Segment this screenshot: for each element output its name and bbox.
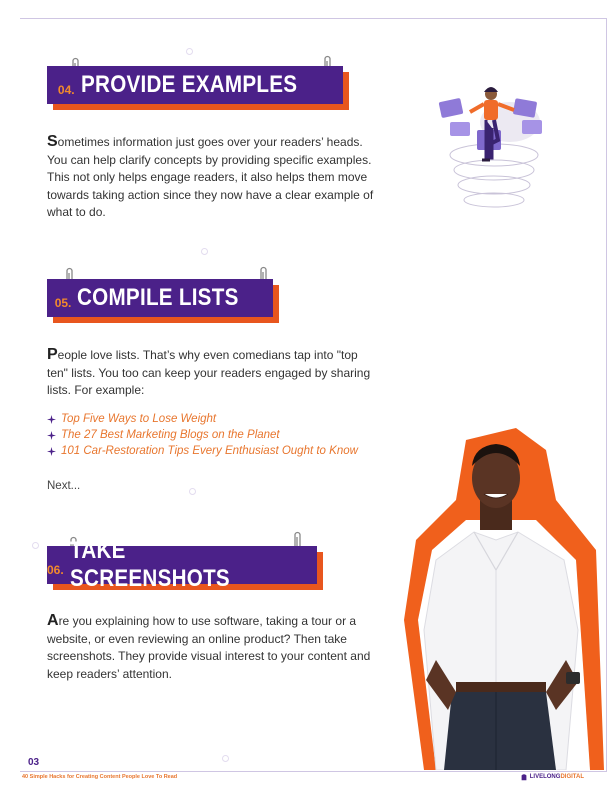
decor-dot: [186, 48, 193, 55]
body-line: keep readers’ attention.: [47, 666, 172, 681]
body-line: screenshots. They provide visual interest to your content and: [47, 649, 371, 663]
banner-main: [47, 537, 317, 592]
banner-main: [47, 279, 273, 317]
next-text: Next...: [47, 480, 81, 492]
section-title: PROVIDE EXAMPLES: [80, 71, 297, 98]
body-line: You can help clarify concepts by providing specific examples.: [47, 152, 372, 167]
sparkle-bullet-icon: [47, 415, 56, 424]
section-number: 05.: [54, 295, 72, 310]
body-line: lists. For example:: [47, 383, 145, 397]
drop-cap: P: [47, 346, 58, 363]
list-item-text: Top Five Ways to Lose Weight: [61, 413, 217, 425]
brand-name-part1: LIVELONG: [529, 774, 561, 780]
list-item-text: The 27 Best Marketing Blogs on the Planet: [61, 429, 280, 441]
decor-dot: [222, 755, 229, 762]
body-line: eople love lists. That’s why even comedians tap into "top: [57, 348, 358, 362]
page-number: 03: [28, 757, 40, 768]
brand-name-part2: DIGITAL: [560, 774, 584, 780]
section-banner-04: [47, 66, 343, 104]
drop-cap: A: [47, 612, 59, 629]
body-line: towards taking action since they now have a clear example of: [47, 187, 374, 202]
sparkle-bullet-icon: [47, 431, 56, 440]
section-banner-05: [47, 279, 273, 317]
body-line: re you explaining how to use software, taking a tour or a: [58, 614, 357, 628]
section-body-05: [47, 346, 377, 400]
banner-main: [47, 66, 343, 104]
body-line: ten" lists. You too can keep your readers engaged by sharing: [47, 365, 371, 380]
presenter-illustration: [432, 80, 557, 215]
body-line: what to do.: [47, 205, 106, 219]
section-body-04: [47, 133, 377, 222]
footer-title: 40 Simple Hacks for Creating Content People Love To Read: [22, 774, 178, 780]
list-item: [47, 427, 358, 443]
body-line: ometimes information just goes over your readers’ heads.: [57, 135, 363, 149]
section-title: TAKE SCREENSHOTS: [69, 537, 230, 592]
decor-dot: [201, 248, 208, 255]
list-item-text: 101 Car-Restoration Tips Every Enthusiast Ought to Know: [61, 445, 358, 457]
example-list: [47, 411, 358, 459]
list-item: [47, 411, 358, 427]
list-item: [47, 443, 358, 459]
section-number: 06.: [47, 562, 64, 577]
body-line: website, or even reviewing an online product? Then take: [47, 631, 347, 646]
section-number: 04.: [57, 82, 75, 97]
footer-brand: [520, 773, 584, 781]
body-line: This not only helps engage readers, it also helps them move: [47, 170, 368, 184]
brand-logo-icon: [520, 773, 528, 781]
drop-cap: S: [47, 133, 58, 150]
section-banner-06: [47, 537, 317, 592]
decor-dot: [32, 542, 39, 549]
section-title: COMPILE LISTS: [77, 284, 239, 311]
section-body-06: [47, 612, 377, 683]
decor-dot: [189, 488, 196, 495]
author-photo: [396, 420, 606, 770]
sparkle-bullet-icon: [47, 447, 56, 456]
